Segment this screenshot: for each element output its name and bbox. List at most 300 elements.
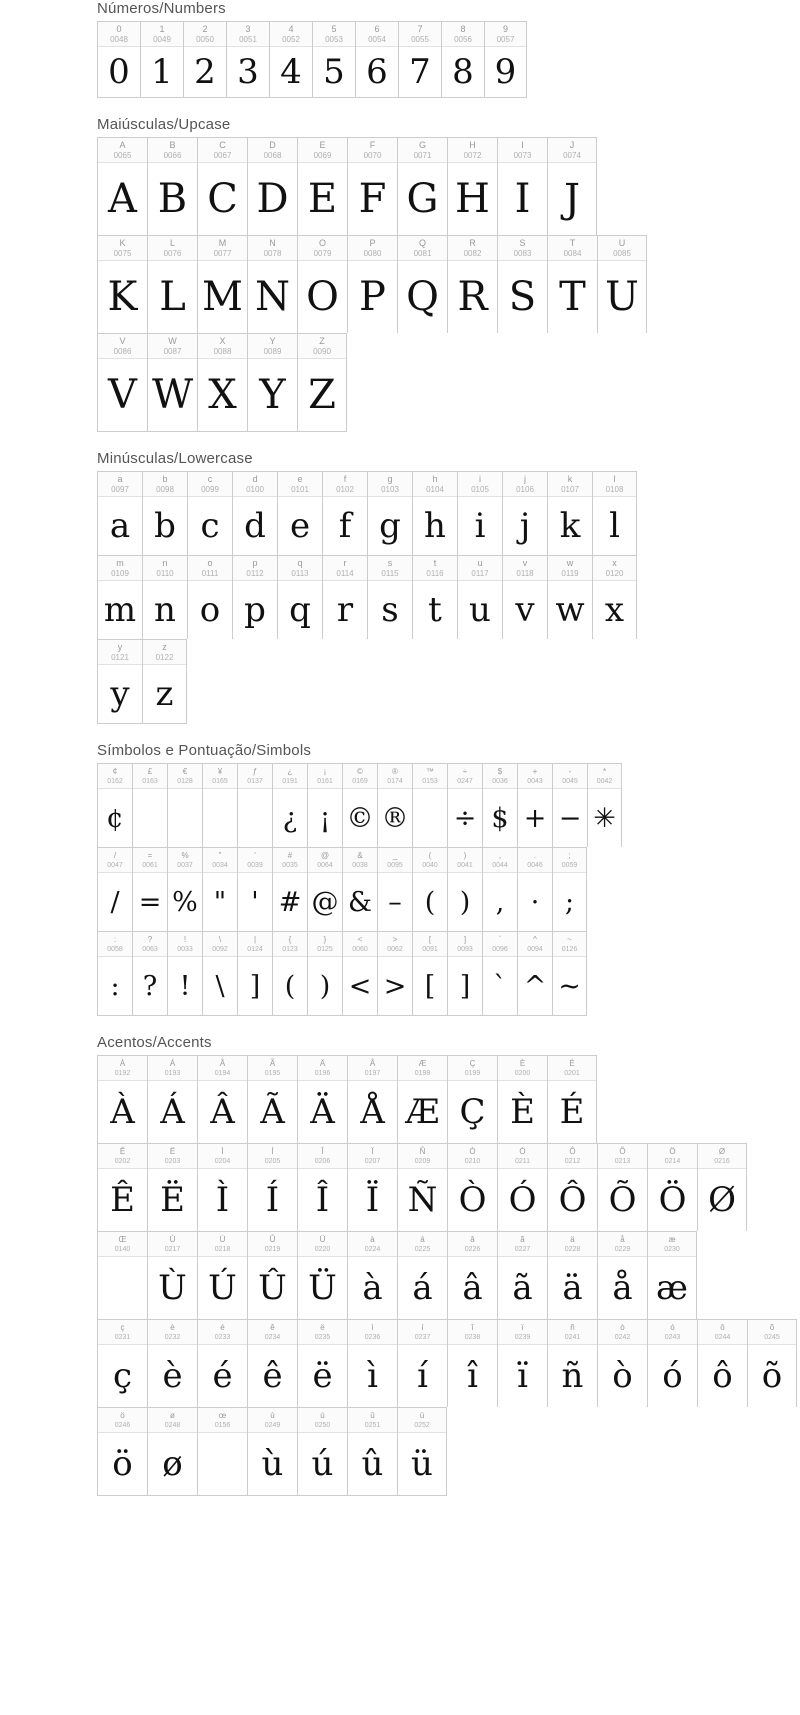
glyph-cell[interactable]: [272, 763, 307, 847]
glyph-cell[interactable]: [147, 1055, 197, 1143]
glyph-cell[interactable]: [183, 21, 226, 98]
glyph-preview: w: [555, 590, 585, 630]
glyph-cell[interactable]: [647, 1231, 697, 1319]
glyph-preview: 4: [280, 52, 302, 92]
glyph-cell[interactable]: [226, 21, 269, 98]
glyph-char-label: V: [119, 336, 126, 346]
glyph-preview: L: [159, 274, 186, 320]
glyph-cell[interactable]: [297, 1055, 347, 1143]
glyph-char-code: 0099: [201, 485, 219, 494]
glyph-cell[interactable]: [347, 1407, 397, 1496]
glyph-cell[interactable]: [237, 847, 272, 931]
glyph-char-code: 0052: [282, 35, 300, 44]
glyph-cell[interactable]: [247, 1055, 297, 1143]
glyph-preview: =: [138, 886, 162, 918]
glyph-char-label: €: [182, 767, 188, 776]
glyph-preview: Q: [406, 274, 439, 320]
glyph-cell[interactable]: [132, 847, 167, 931]
glyph-cell[interactable]: [167, 847, 202, 931]
glyph-cell[interactable]: [647, 1143, 697, 1231]
glyph-preview: <: [348, 970, 372, 1002]
glyph-cell[interactable]: [269, 21, 312, 98]
glyph-cell[interactable]: [398, 21, 441, 98]
glyph-char-label: ): [463, 851, 467, 860]
glyph-cell[interactable]: [367, 471, 412, 555]
glyph-cell[interactable]: [347, 1319, 397, 1407]
glyph-cell[interactable]: [597, 1143, 647, 1231]
glyph-cell[interactable]: [517, 763, 552, 847]
glyph-cell-header: [248, 1408, 297, 1433]
glyph-char-code: 0241: [564, 1334, 581, 1341]
glyph-char-label: ¿: [287, 767, 293, 776]
glyph-cell-header: [298, 1144, 347, 1169]
glyph-cell[interactable]: [247, 333, 297, 432]
glyph-cell[interactable]: [484, 21, 527, 98]
glyph-cell[interactable]: [502, 471, 547, 555]
glyph-cell[interactable]: [147, 235, 197, 333]
glyph-cell[interactable]: [197, 1055, 247, 1143]
glyph-preview: ·: [530, 886, 540, 918]
glyph-cell[interactable]: [297, 1231, 347, 1319]
glyph-cell-header: [148, 1408, 197, 1433]
glyph-char-label: ¡: [323, 767, 327, 776]
glyph-cell-header: [548, 472, 592, 497]
glyph-cell[interactable]: [697, 1319, 747, 1407]
glyph-char-label: Œ: [118, 1235, 127, 1244]
glyph-preview: Ë: [160, 1180, 185, 1220]
glyph-cell[interactable]: [517, 847, 552, 931]
glyph-preview: \: [215, 970, 225, 1002]
section-lowercase: [0, 450, 800, 724]
glyph-cell[interactable]: [697, 1143, 747, 1231]
glyph-char-code: 0089: [263, 347, 282, 356]
glyph-cell-header: [483, 764, 517, 789]
glyph-cell[interactable]: [497, 1055, 547, 1143]
glyph-preview: 1: [151, 52, 173, 92]
glyph-cell[interactable]: [297, 1143, 347, 1231]
glyph-char-label: Á: [169, 1059, 176, 1068]
glyph-char-code: 0124: [247, 946, 263, 953]
section-title: Minúsculas/Lowercase: [97, 450, 253, 467]
glyph-cell[interactable]: [447, 931, 482, 1016]
glyph-cell[interactable]: [597, 1319, 647, 1407]
glyph-cell[interactable]: [497, 1231, 547, 1319]
glyph-char-code: 0193: [164, 1070, 181, 1077]
glyph-cell[interactable]: [347, 137, 397, 235]
glyph-cell-header: [503, 556, 547, 581]
glyph-cell[interactable]: [147, 1407, 197, 1496]
glyph-preview: %: [172, 886, 198, 918]
glyph-cell[interactable]: [147, 333, 197, 432]
glyph-char-code: 0112: [246, 569, 264, 578]
glyph-cell[interactable]: [232, 471, 277, 555]
glyph-cell[interactable]: [247, 1231, 297, 1319]
glyph-cell[interactable]: [592, 555, 637, 639]
glyph-cell-header: [323, 556, 367, 581]
glyph-cell[interactable]: [412, 763, 447, 847]
glyph-cell[interactable]: [167, 763, 202, 847]
glyph-cell[interactable]: [355, 21, 398, 98]
glyph-cell[interactable]: [367, 555, 412, 639]
glyph-cell[interactable]: [597, 235, 647, 333]
glyph-preview: ê: [262, 1356, 283, 1396]
glyph-preview: F: [358, 176, 387, 222]
glyph-char-label: À: [119, 1059, 126, 1068]
glyph-cell[interactable]: [397, 1231, 447, 1319]
glyph-preview: i: [474, 506, 486, 546]
glyph-char-code: 0233: [214, 1334, 231, 1341]
glyph-cell[interactable]: [447, 1319, 497, 1407]
glyph-cell[interactable]: [97, 1319, 147, 1407]
glyph-cell[interactable]: [307, 847, 342, 931]
glyph-cell[interactable]: [297, 235, 347, 333]
glyph-cell[interactable]: [447, 137, 497, 235]
glyph-cell-header: [198, 1408, 247, 1433]
glyph-char-code: 0069: [313, 151, 332, 160]
glyph-char-label: á: [420, 1235, 425, 1244]
glyph-cell[interactable]: [547, 137, 597, 235]
glyph-char-label: y: [117, 642, 123, 652]
glyph-cell[interactable]: [97, 235, 147, 333]
glyph-cell[interactable]: [482, 931, 517, 1016]
glyph-char-code: 0060: [352, 946, 368, 953]
glyph-char-code: 0216: [714, 1158, 730, 1165]
glyph-cell[interactable]: [397, 1407, 447, 1496]
glyph-cell-header: [413, 472, 457, 497]
glyph-char-code: 0117: [471, 569, 489, 578]
glyph-cell[interactable]: [142, 639, 187, 724]
glyph-cell[interactable]: [447, 1143, 497, 1231]
glyph-cell-header: [233, 556, 277, 581]
glyph-char-code: 0207: [364, 1158, 381, 1165]
glyph-cell-header: [148, 138, 197, 163]
glyph-cell[interactable]: [247, 1143, 297, 1231]
glyph-row: [97, 847, 587, 931]
glyph-cell-header: [648, 1144, 697, 1169]
glyph-char-label: z: [162, 642, 167, 652]
glyph-cell[interactable]: [397, 1055, 447, 1143]
glyph-char-code: 0230: [664, 1246, 680, 1253]
glyph-cell[interactable]: [552, 763, 587, 847]
glyph-cell[interactable]: [247, 235, 297, 333]
glyph-cell[interactable]: [342, 931, 377, 1016]
glyph-cell[interactable]: [547, 1055, 597, 1143]
glyph-cell[interactable]: [412, 847, 447, 931]
glyph-cell[interactable]: [147, 1143, 197, 1231]
glyph-preview: (: [284, 970, 296, 1002]
glyph-cell[interactable]: [347, 235, 397, 333]
glyph-preview: s: [381, 590, 399, 630]
glyph-cell[interactable]: [202, 847, 237, 931]
glyph-char-code: 0201: [564, 1070, 580, 1077]
glyph-cell[interactable]: [142, 555, 187, 639]
glyph-cell[interactable]: [297, 333, 347, 432]
glyph-cell-header: [273, 932, 307, 957]
glyph-cell-header: [548, 1320, 597, 1345]
glyph-cell[interactable]: [297, 137, 347, 235]
glyph-char-label: k: [567, 474, 573, 484]
glyph-char-label: ò: [620, 1323, 625, 1332]
glyph-char-code: 0161: [317, 778, 333, 785]
glyph-char-code: 0224: [364, 1246, 381, 1253]
glyph-cell-header: [198, 236, 247, 261]
glyph-cell[interactable]: [97, 1055, 147, 1143]
glyph-cell[interactable]: [397, 1319, 447, 1407]
glyph-cell[interactable]: [272, 931, 307, 1016]
glyph-cell[interactable]: [547, 555, 592, 639]
glyph-cell[interactable]: [147, 1231, 197, 1319]
glyph-cell[interactable]: [202, 931, 237, 1016]
glyph-cell[interactable]: [547, 235, 597, 333]
glyph-cell[interactable]: [197, 1143, 247, 1231]
glyph-cell[interactable]: [197, 1319, 247, 1407]
glyph-cell[interactable]: [457, 555, 502, 639]
glyph-cell[interactable]: [272, 847, 307, 931]
glyph-cell[interactable]: [347, 1231, 397, 1319]
glyph-char-code: 0047: [107, 862, 123, 869]
glyph-cell-header: [248, 236, 297, 261]
glyph-cell[interactable]: [547, 1143, 597, 1231]
glyph-cell[interactable]: [297, 1319, 347, 1407]
glyph-char-label: A: [119, 140, 126, 150]
glyph-cell[interactable]: [237, 763, 272, 847]
glyph-cell-header: [348, 1320, 397, 1345]
glyph-cell[interactable]: [497, 235, 547, 333]
glyph-preview: ?: [142, 970, 158, 1002]
glyph-cell[interactable]: [197, 1407, 247, 1496]
glyph-cell[interactable]: [412, 471, 457, 555]
glyph-cell[interactable]: [497, 1143, 547, 1231]
glyph-cell-header: [553, 932, 586, 957]
glyph-cell[interactable]: [447, 847, 482, 931]
glyph-cell[interactable]: [97, 471, 142, 555]
glyph-cell-header: [498, 138, 547, 163]
glyph-cell[interactable]: [322, 555, 367, 639]
glyph-cell[interactable]: [140, 21, 183, 98]
glyph-cell[interactable]: [97, 1231, 147, 1319]
glyph-char-label: Ê: [119, 1147, 126, 1156]
glyph-preview: [238, 789, 272, 847]
glyph-char-code: 0234: [264, 1334, 281, 1341]
glyph-cell[interactable]: [277, 471, 322, 555]
glyph-char-code: 0046: [527, 862, 543, 869]
glyph-char-label: B: [169, 140, 176, 150]
glyph-grid: [97, 763, 800, 1016]
glyph-cell[interactable]: [552, 847, 587, 931]
glyph-cell[interactable]: [587, 763, 622, 847]
glyph-char-code: 0034: [212, 862, 228, 869]
glyph-char-label: u: [477, 558, 483, 568]
glyph-cell[interactable]: [502, 555, 547, 639]
glyph-char-label: è: [170, 1323, 175, 1332]
glyph-char-label: T: [569, 238, 576, 248]
glyph-cell[interactable]: [247, 1319, 297, 1407]
glyph-cell-header: [348, 1408, 397, 1433]
glyph-char-label: é: [220, 1323, 225, 1332]
glyph-char-label: O: [318, 238, 326, 248]
glyph-cell[interactable]: [441, 21, 484, 98]
glyph-char-code: 0067: [213, 151, 232, 160]
glyph-cell[interactable]: [342, 763, 377, 847]
glyph-preview: å: [612, 1268, 633, 1308]
glyph-cell-header: [378, 848, 412, 873]
glyph-preview: ¢: [106, 802, 124, 834]
glyph-char-label: Ã: [269, 1059, 276, 1068]
glyph-preview: ü: [411, 1444, 433, 1484]
glyph-cell[interactable]: [497, 1319, 547, 1407]
glyph-char-label: j: [524, 474, 526, 484]
glyph-cell-header: [270, 22, 312, 47]
glyph-cell-header: [448, 236, 497, 261]
glyph-cell[interactable]: [457, 471, 502, 555]
glyph-cell[interactable]: [97, 333, 147, 432]
glyph-cell[interactable]: [377, 763, 412, 847]
glyph-cell[interactable]: [342, 847, 377, 931]
glyph-cell[interactable]: [597, 1231, 647, 1319]
glyph-char-label: \: [218, 935, 222, 944]
glyph-cell[interactable]: [197, 137, 247, 235]
glyph-char-label: e: [297, 474, 303, 484]
glyph-cell[interactable]: [247, 137, 297, 235]
glyph-char-code: 0093: [457, 946, 473, 953]
glyph-cell[interactable]: [447, 235, 497, 333]
glyph-cell[interactable]: [747, 1319, 797, 1407]
glyph-cell[interactable]: [647, 1319, 697, 1407]
glyph-cell[interactable]: [187, 555, 232, 639]
glyph-cell[interactable]: [202, 763, 237, 847]
glyph-cell[interactable]: [377, 847, 412, 931]
glyph-char-code: 0033: [177, 946, 193, 953]
glyph-cell[interactable]: [197, 1231, 247, 1319]
glyph-cell-header: [398, 1408, 446, 1433]
glyph-cell[interactable]: [197, 333, 247, 432]
glyph-cell[interactable]: [97, 1143, 147, 1231]
glyph-cell[interactable]: [97, 21, 140, 98]
glyph-char-code: 0108: [605, 485, 624, 494]
glyph-char-label: ê: [270, 1323, 275, 1332]
glyph-cell-header: [518, 764, 552, 789]
glyph-char-label: Ë: [169, 1147, 176, 1156]
glyph-cell[interactable]: [97, 1407, 147, 1496]
glyph-cell[interactable]: [547, 471, 592, 555]
glyph-cell-header: [148, 334, 197, 359]
glyph-cell[interactable]: [377, 931, 412, 1016]
glyph-preview: c: [200, 506, 220, 546]
glyph-cell-header: [448, 1320, 497, 1345]
glyph-cell[interactable]: [447, 1231, 497, 1319]
glyph-cell[interactable]: [497, 137, 547, 235]
glyph-cell-header: [698, 1144, 746, 1169]
glyph-cell[interactable]: [547, 1319, 597, 1407]
glyph-cell[interactable]: [277, 555, 322, 639]
glyph-cell[interactable]: [132, 931, 167, 1016]
glyph-cell[interactable]: [97, 931, 132, 1016]
glyph-cell-header: [98, 1408, 147, 1433]
glyph-cell[interactable]: [147, 137, 197, 235]
glyph-char-label: *: [602, 767, 607, 776]
glyph-cell[interactable]: [197, 235, 247, 333]
glyph-cell[interactable]: [232, 555, 277, 639]
glyph-preview: m: [103, 590, 137, 630]
glyph-cell-header: [98, 848, 132, 873]
glyph-cell[interactable]: [187, 471, 232, 555]
glyph-cell[interactable]: [142, 471, 187, 555]
glyph-row: [97, 763, 622, 847]
glyph-char-label: ö: [120, 1411, 125, 1420]
glyph-cell[interactable]: [247, 1407, 297, 1496]
glyph-char-label: Î: [321, 1147, 324, 1156]
glyph-cell[interactable]: [412, 555, 457, 639]
glyph-cell[interactable]: [412, 931, 447, 1016]
glyph-preview: U: [605, 274, 639, 320]
glyph-cell[interactable]: [312, 21, 355, 98]
glyph-cell[interactable]: [297, 1407, 347, 1496]
glyph-char-code: 0236: [364, 1334, 381, 1341]
glyph-cell[interactable]: [237, 931, 272, 1016]
glyph-cell-header: [593, 556, 636, 581]
glyph-char-label: ": [218, 851, 222, 860]
glyph-cell-header: [448, 848, 482, 873]
glyph-cell[interactable]: [397, 137, 447, 235]
glyph-cell[interactable]: [97, 137, 147, 235]
glyph-preview: ì: [367, 1356, 378, 1396]
glyph-cell-header: [448, 932, 482, 957]
section-title: Acentos/Accents: [97, 1034, 212, 1051]
glyph-cell[interactable]: [482, 847, 517, 931]
glyph-char-label: û: [370, 1411, 375, 1420]
glyph-char-label: D: [269, 140, 276, 150]
glyph-cell-header: [198, 1144, 247, 1169]
glyph-preview: 7: [409, 52, 431, 92]
glyph-char-code: 0250: [314, 1422, 331, 1429]
glyph-char-code: 0114: [336, 569, 354, 578]
glyph-cell[interactable]: [517, 931, 552, 1016]
glyph-cell-header: [98, 640, 142, 665]
glyph-char-code: 0051: [239, 35, 257, 44]
glyph-cell[interactable]: [97, 847, 132, 931]
glyph-cell[interactable]: [307, 763, 342, 847]
glyph-cell[interactable]: [482, 763, 517, 847]
glyph-cell-header: [413, 764, 447, 789]
glyph-preview: Ò: [458, 1180, 487, 1220]
glyph-char-label: h: [432, 474, 438, 484]
glyph-cell[interactable]: [97, 555, 142, 639]
glyph-char-label: x: [612, 558, 617, 568]
glyph-cell[interactable]: [397, 1143, 447, 1231]
glyph-preview: C: [207, 176, 238, 222]
glyph-cell[interactable]: [97, 639, 142, 724]
glyph-char-label: ü: [419, 1411, 425, 1420]
glyph-cell[interactable]: [592, 471, 637, 555]
glyph-cell[interactable]: [167, 931, 202, 1016]
glyph-preview: ò: [612, 1356, 633, 1396]
glyph-cell[interactable]: [552, 931, 587, 1016]
glyph-cell[interactable]: [132, 763, 167, 847]
glyph-cell[interactable]: [347, 1055, 397, 1143]
glyph-char-label: ': [254, 851, 256, 860]
glyph-cell[interactable]: [447, 1055, 497, 1143]
glyph-cell[interactable]: [347, 1143, 397, 1231]
glyph-cell[interactable]: [97, 763, 132, 847]
glyph-cell-header: [503, 472, 547, 497]
glyph-cell[interactable]: [307, 931, 342, 1016]
glyph-cell[interactable]: [547, 1231, 597, 1319]
glyph-cell[interactable]: [322, 471, 367, 555]
glyph-cell[interactable]: [147, 1319, 197, 1407]
glyph-cell[interactable]: [447, 763, 482, 847]
glyph-cell[interactable]: [397, 235, 447, 333]
glyph-char-label: Ò: [469, 1147, 476, 1156]
